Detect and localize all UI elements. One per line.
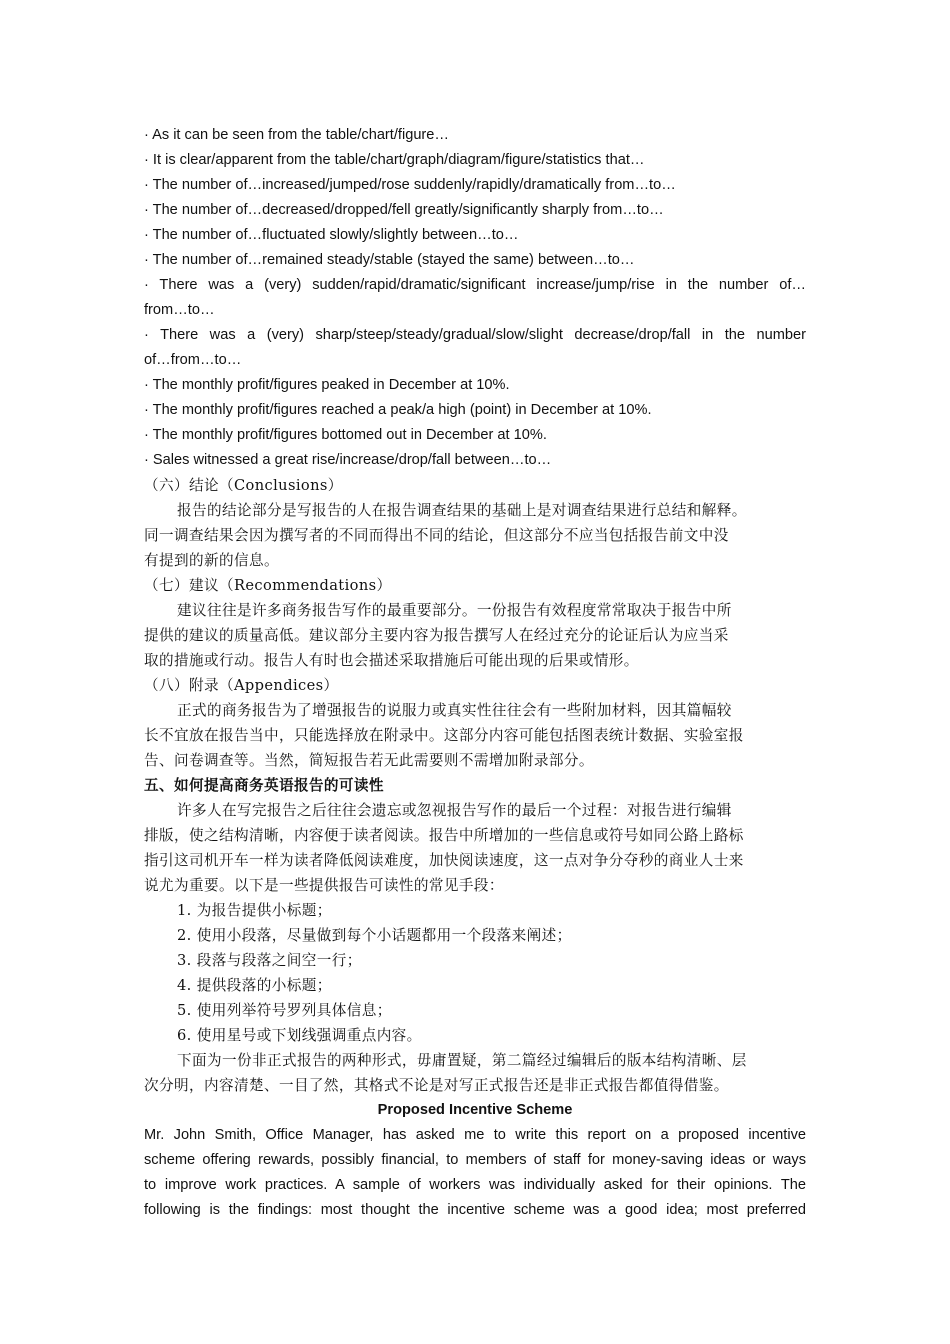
conclusions-heading: （六）结论（Conclusions） (144, 477, 343, 494)
phrase-line: · It is clear/apparent from the table/chart/graph/diagram/figure/statistics that… (144, 152, 645, 168)
phrase-decrease-line-1: · There was a (very) sharp/steep/steady/gradual/slow/slight decrease/drop/fall in the number (144, 327, 806, 343)
conclusions-text: 同一调查结果会因为撰写者的不同而得出不同的结论，但这部分不应当包括报告前文中没 (144, 527, 729, 544)
phrase-line: · The number of…decreased/dropped/fell greatly/significantly sharply from…to… (144, 202, 664, 218)
appendices-text: 长不宜放在报告当中，只能选择放在附录中。这部分内容可能包括图表统计数据、实验室报 (144, 727, 744, 744)
phrase-decrease-line-2: of…from…to… (144, 352, 242, 368)
phrase-line: · The monthly profit/figures bottomed out in December at 10%. (144, 427, 547, 443)
recommendations-text: 取的措施或行动。报告人有时也会描述采取措施后可能出现的后果或情形。 (144, 652, 639, 669)
appendices-heading: （八）附录（Appendices） (144, 677, 339, 694)
section5-text: 排版，使之结构清晰，内容便于读者阅读。报告中所增加的一些信息或符号如同公路上路标 (144, 827, 744, 844)
list-item: 1. 为报告提供小标题； (177, 902, 332, 919)
section5-text: 指引这司机开车一样为读者降低阅读难度，加快阅读速度，这一点对争分夺秒的商业人士来 (144, 852, 744, 869)
recommendations-text: 提供的建议的质量高低。建议部分主要内容为报告撰写人在经过充分的论证后认为应当采 (144, 627, 729, 644)
section5-text: 许多人在写完报告之后往往会遗忘或忽视报告写作的最后一个过程：对报告进行编辑 (177, 802, 732, 819)
section5-text: 说尤为重要。以下是一些提供报告可读性的常见手段： (144, 877, 504, 894)
report-text: following is the findings: most thought the incentive scheme was a good idea; most preferred (144, 1202, 806, 1218)
phrase-line: · The number of…fluctuated slowly/slightly between…to… (144, 227, 519, 243)
list-item: 3. 段落与段落之间空一行； (177, 952, 362, 969)
appendices-text: 告、问卷调查等。当然，简短报告若无此需要则不需增加附录部分。 (144, 752, 594, 769)
document-content (144, 123, 806, 1223)
conclusions-text: 有提到的新的信息。 (144, 552, 279, 569)
phrase-increase-line-2: from…to… (144, 302, 215, 318)
list-item: 5. 使用列举符号罗列具体信息； (177, 1002, 392, 1019)
phrase-line: · The number of…remained steady/stable (stayed the same) between…to… (144, 252, 635, 268)
phrase-line: · The monthly profit/figures reached a peak/a high (point) in December at 10%. (144, 402, 652, 418)
report-text: scheme offering rewards, possibly financial, to members of staff for money-saving ideas or ways (144, 1152, 806, 1168)
recommendations-text: 建议往往是许多商务报告写作的最重要部分。一份报告有效程度常常取决于报告中所 (177, 602, 732, 619)
recommendations-heading: （七）建议（Recommendations） (144, 577, 392, 594)
phrase-line: · The number of…increased/jumped/rose suddenly/rapidly/dramatically from…to… (144, 177, 676, 193)
phrase-line: · As it can be seen from the table/chart/figure… (144, 127, 450, 143)
list-item: 4. 提供段落的小标题； (177, 977, 332, 994)
list-item: 6. 使用星号或下划线强调重点内容。 (177, 1027, 422, 1044)
phrase-line: · The monthly profit/figures peaked in December at 10%. (144, 377, 510, 393)
list-item: 2. 使用小段落，尽量做到每个小话题都用一个段落来阐述； (177, 927, 572, 944)
section5-closing: 下面为一份非正式报告的两种形式，毋庸置疑，第二篇经过编辑后的版本结构清晰、层 (177, 1052, 747, 1069)
report-text: to improve work practices. A sample of workers was individually asked for their opinions. The (144, 1177, 806, 1193)
section5-heading: 五、如何提高商务英语报告的可读性 (144, 777, 384, 794)
appendices-text: 正式的商务报告为了增强报告的说服力或真实性往往会有一些附加材料，因其篇幅较 (177, 702, 732, 719)
conclusions-text: 报告的结论部分是写报告的人在报告调查结果的基础上是对调查结果进行总结和解释。 (177, 502, 747, 519)
phrase-line: · Sales witnessed a great rise/increase/drop/fall between…to… (144, 452, 552, 468)
report-title: Proposed Incentive Scheme (377, 1102, 573, 1118)
report-text: Mr. John Smith, Office Manager, has asked me to write this report on a proposed incentive (144, 1127, 806, 1143)
section5-closing: 次分明，内容清楚、一目了然，其格式不论是对写正式报告还是非正式报告都值得借鉴。 (144, 1077, 729, 1094)
phrase-increase-line-1: · There was a (very) sudden/rapid/dramatic/significant increase/jump/rise in the number of… (144, 277, 806, 293)
